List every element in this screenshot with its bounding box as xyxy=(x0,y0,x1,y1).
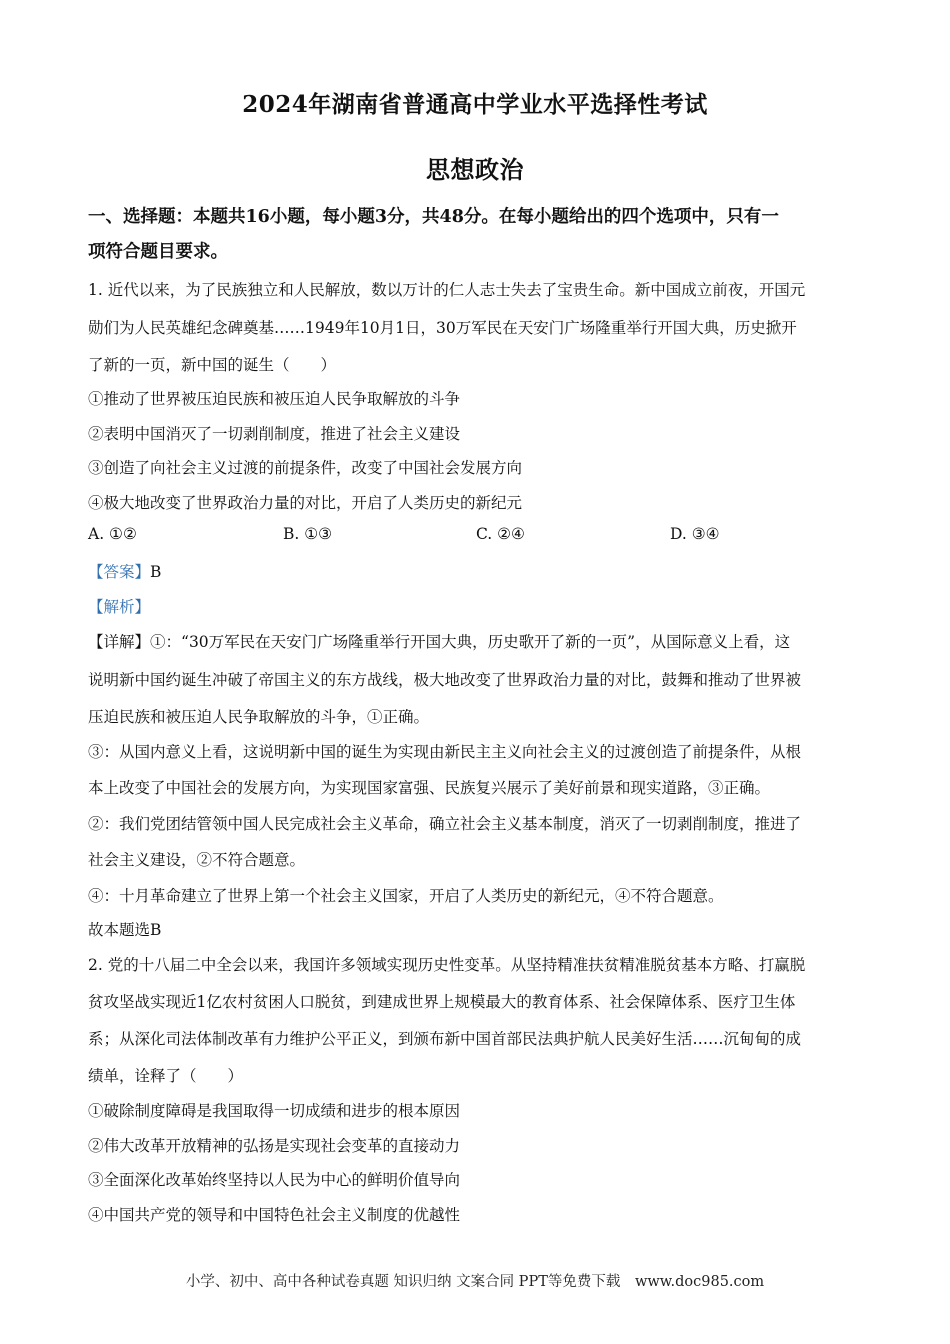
q1-detail-line: 社会主义建设，②不符合题意。 xyxy=(88,851,306,869)
q1-detail-line: 本上改变了中国社会的发展方向，为实现国家富强、民族复兴展示了美好前景和现实道路，③正确。 xyxy=(88,779,771,797)
q1-conclusion: 故本题选B xyxy=(88,921,162,939)
q1-detail-line: ②：我们党团结管领中国人民完成社会主义革命，确立社会主义基本制度，消灭了一切剥削制度，推进了 xyxy=(88,815,802,833)
q1-option-c: C. ②④ xyxy=(476,525,525,543)
q1-detail-line xyxy=(88,630,868,652)
q1-detail-line: 说明新中国约诞生冲破了帝国主义的东方战线，极大地改变了世界政治力量的对比，鼓舞和推动了世界被 xyxy=(88,671,802,689)
q2-item: ①破除制度障碍是我国取得一切成绩和进步的根本原因 xyxy=(88,1102,461,1120)
q1-detail-line: ③：从国内意义上看，这说明新中国的诞生为实现由新民主主义向社会主义的过渡创造了前提条件，从根 xyxy=(88,743,802,761)
q2-item: ③全面深化改革始终坚持以人民为中心的鲜明价值导向 xyxy=(88,1171,461,1189)
q1-item: ④极大地改变了世界政治力量的对比，开启了人类历史的新纪元 xyxy=(88,494,523,512)
q2-item: ④中国共产党的领导和中国特色社会主义制度的优越性 xyxy=(88,1206,461,1224)
section-heading-cont: 项符合题目要求。 xyxy=(88,242,228,262)
q1-analysis xyxy=(88,595,868,617)
q1-option-b: B. ①③ xyxy=(283,525,333,543)
footer-text: 小学、初中、高中各种试卷真题 知识归纳 文案合同 PPT等免费下载 xyxy=(185,1274,621,1290)
subject-title: 思想政治 xyxy=(426,155,524,184)
answer-tag: 【答案】 xyxy=(88,563,151,581)
q1-detail-line: 压迫民族和被压迫人民争取解放的斗争，①正确。 xyxy=(88,708,430,726)
q1-stem-line: 1. 近代以来，为了民族独立和人民解放，数以万计的仁人志士失去了宝贵生命。新中国成立前夜，开国元 xyxy=(88,281,806,299)
q2-item: ②伟大改革开放精神的弘扬是实现社会变革的直接动力 xyxy=(88,1137,461,1155)
q1-option-a: A. ①② xyxy=(88,525,137,543)
q1-detail-line: ④：十月革命建立了世界上第一个社会主义国家，开启了人类历史的新纪元，④不符合题意。 xyxy=(88,887,724,905)
q1-item: ①推动了世界被压迫民族和被压迫人民争取解放的斗争 xyxy=(88,390,461,408)
q2-stem-line: 贫攻坚战实现近1亿农村贫困人口脱贫，到建成世界上规模最大的教育体系、社会保障体系、医疗卫生体 xyxy=(88,993,796,1011)
q2-stem-line: 绩单，诠释了（ ） xyxy=(88,1067,244,1085)
section-heading: 一、选择题：本题共16小题，每小题3分，共48分。在每小题给出的四个选项中，只有一 xyxy=(88,207,779,227)
detail-tag: 【详解】 xyxy=(88,633,151,651)
q2-stem-line: 系；从深化司法体制改革有力维护公平正义，到颁布新中国首部民法典护航人民美好生活……沉甸甸的成 xyxy=(88,1030,802,1048)
page-footer xyxy=(0,1270,950,1291)
footer-link[interactable]: www.doc985.com xyxy=(634,1274,765,1290)
detail-text: ①：“30万军民在天安门广场隆重举行开国大典，历史歌开了新的一页”，从国际意义上看，这 xyxy=(150,633,791,651)
q1-item: ③创造了向社会主义过渡的前提条件，改变了中国社会发展方向 xyxy=(88,459,523,477)
analysis-tag: 【解析】 xyxy=(88,598,151,616)
answer-value: B xyxy=(150,563,162,581)
q1-answer xyxy=(88,560,868,582)
q1-stem-line: 了新的一页，新中国的诞生（ ） xyxy=(88,356,337,374)
q2-stem-line: 2. 党的十八届二中全会以来，我国许多领域实现历史性变革。从坚持精准扶贫精准脱贫基本方略、打赢脱 xyxy=(88,956,806,974)
q1-option-d: D. ③④ xyxy=(670,525,720,543)
q1-item: ②表明中国消灭了一切剥削制度，推进了社会主义建设 xyxy=(88,425,461,443)
exam-title: 2024年湖南省普通高中学业水平选择性考试 xyxy=(242,91,708,118)
q1-stem-line: 勋们为人民英雄纪念碑奠基……1949年10月1日，30万军民在天安门广场隆重举行开国大典，历史掀开 xyxy=(88,319,797,337)
